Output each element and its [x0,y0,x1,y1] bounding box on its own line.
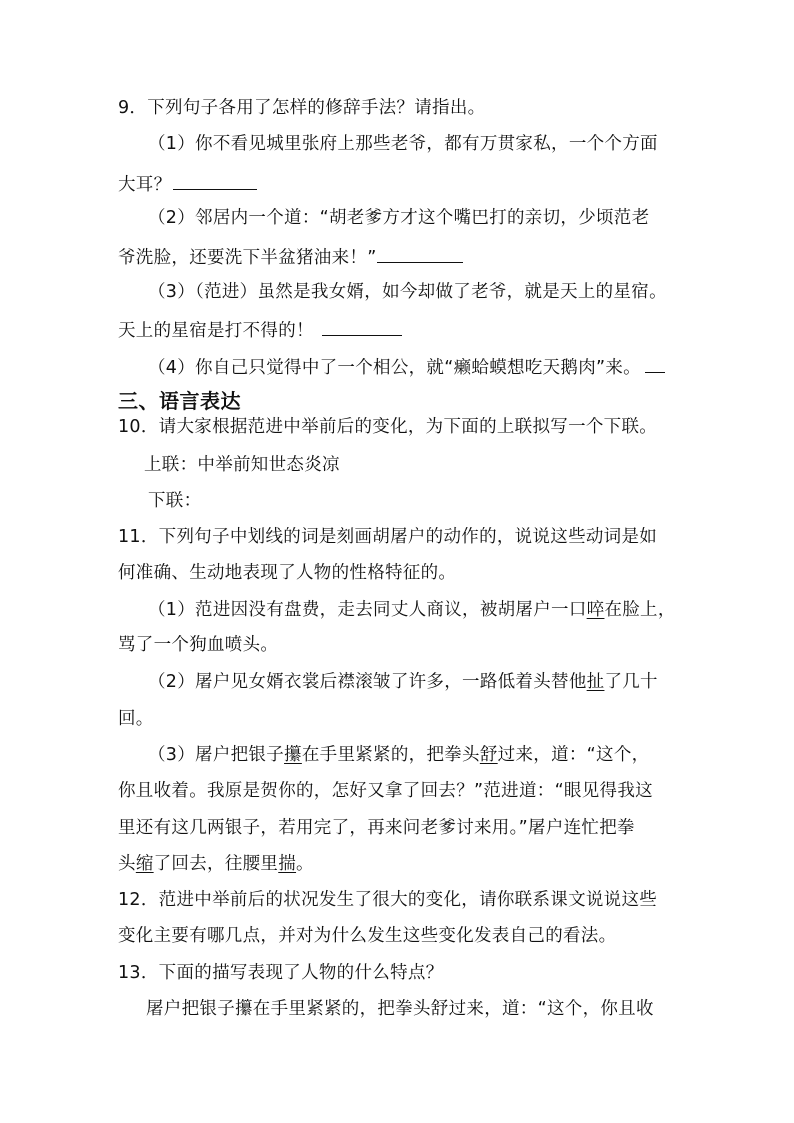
section-title: 三、语言表达 [118,389,241,413]
underlined-verb: 扯 [586,672,605,692]
q11-s3d-mid: 了回去，往腰里 [153,854,279,874]
q11-s1-pre: （1）范进因没有盘费，走去同丈人商议，被胡屠户一口 [148,600,587,620]
q9-sentence-2-line-2 [118,244,463,270]
q11-s3d-post: 。 [296,854,314,874]
q9-sentence-4-line-1 [148,354,665,380]
q9-sentence-1-text: 大耳？ [118,175,172,195]
q11-sentence-3-line-2: 你且收着。我原是贺你的，怎好又拿了回去？”范进道：“眼见得我这 [118,781,653,801]
q11-s3-pre: （3）屠户把银子 [148,745,285,765]
q9-sentence-3-line-1: （3）（范进）虽然是我女婿，如今却做了老爷，就是天上的星宿。 [148,282,667,302]
underlined-verb: 缩 [135,854,154,874]
q11-s2-post: 了几十 [604,672,658,692]
q9-sentence-2-line-1: （2）邻居内一个道：“胡老爹方才这个嘴巴打的亲切，少顷范老 [148,208,650,228]
underlined-verb: 舒 [479,745,498,765]
q11-sentence-1-line-2: 骂了一个狗血喷头。 [118,635,279,655]
underlined-verb: 攥 [284,745,302,765]
q13-passage-line-1: 屠户把银子攥在手里紧紧的，把拳头舒过来，道：“这个，你且收 [146,999,654,1019]
answer-blank-3[interactable] [322,317,402,336]
q12-line-2: 变化主要有哪几点，并对为什么发生这些变化发表自己的看法。 [118,926,617,946]
q11-sentence-3-line-3: 里还有这几两银子，若用完了，再来问老爹讨来用。”屠户连忙把拳 [118,818,635,838]
q9-sentence-3-line-2 [118,317,402,343]
q13-stem: 13．下面的描写表现了人物的什么特点？ [118,963,444,983]
q11-sentence-2-line-2: 回。 [118,709,154,729]
q10-stem: 10．请大家根据范进中举前后的变化，为下面的上联拟写一个下联。 [118,417,658,437]
q11-sentence-3-line-4 [118,852,314,876]
q11-stem-line-1: 11．下列句子中划线的词是刻画胡屠户的动作的，说说这些动词是如 [118,527,658,547]
q9-sentence-3-text: 天上的星宿是打不得的！ [118,321,314,341]
q9-sentence-1-line-2 [118,171,257,197]
q11-sentence-1-line-1 [148,598,676,622]
q11-s3d-pre: 头 [118,854,136,874]
q11-stem-line-2: 何准确、生动地表现了人物的性格特征的。 [118,563,457,583]
q12-line-1: 12．范进中举前后的状况发生了很大的变化，请你联系课文说说这些 [118,890,658,910]
answer-blank-4[interactable] [645,354,665,373]
q9-stem: 9．下列句子各用了怎样的修辞手法？请指出。 [118,98,486,118]
q11-s1-post: 在脸上， [604,600,676,620]
underlined-verb: 啐 [586,600,605,620]
q9-sentence-1-line-1: （1）你不看见城里张府上那些老爷，都有万贯家私，一个个方面 [148,134,658,154]
q9-sentence-2-text: 爷洗脸，还要洗下半盆猪油来！” [118,248,377,268]
q11-sentence-3-line-1 [148,743,649,767]
q10-lower-couplet: 下联： [148,491,202,511]
answer-blank-1[interactable] [173,171,257,190]
q9-sentence-4-text: （4）你自己只觉得中了一个相公，就“癞蛤蟆想吃天鹅肉”来。 [148,358,641,378]
answer-blank-2[interactable] [377,244,463,263]
q11-sentence-2-line-1 [148,670,658,694]
q11-s3-post: 过来，道：“这个， [497,745,650,765]
underlined-verb: 揣 [278,854,297,874]
q11-s3-mid: 在手里紧紧的，把拳头 [301,745,480,765]
q10-upper-couplet: 上联：中举前知世态炎凉 [144,455,340,475]
q11-s2-pre: （2）屠户见女婿衣裳后襟滚皱了许多，一路低着头替他 [148,672,587,692]
